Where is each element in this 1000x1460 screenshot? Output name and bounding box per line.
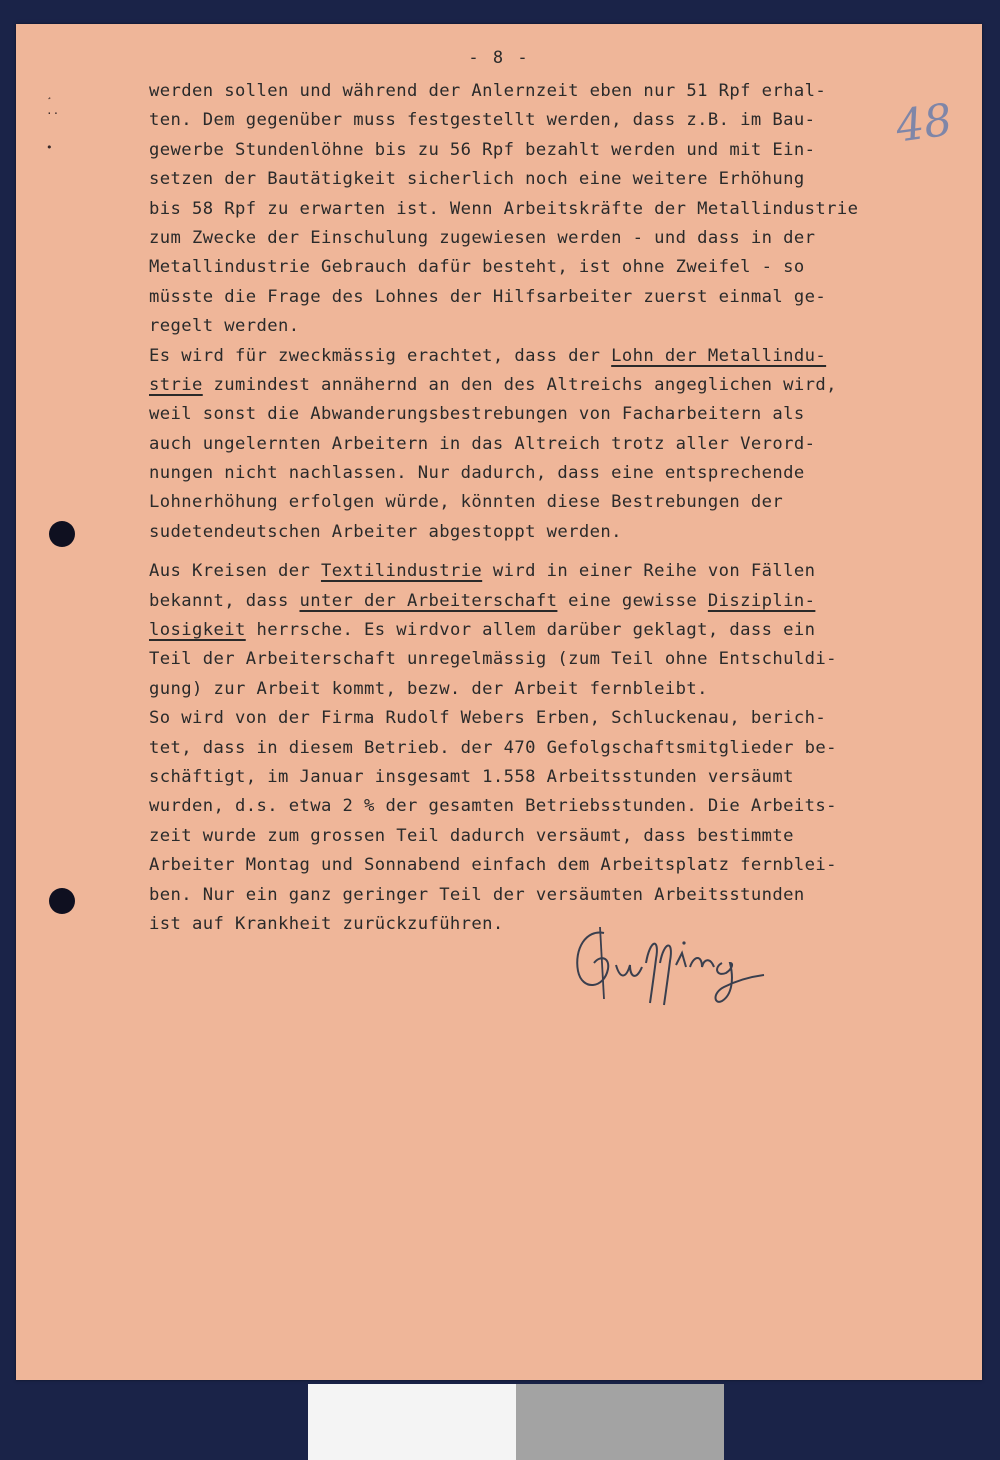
- text-segment: wird in einer Reihe von Fällen: [482, 561, 816, 582]
- text-segment: Aus Kreisen der: [149, 561, 321, 582]
- text-line: [149, 734, 959, 763]
- text-segment: zum Zwecke der Einschulung zugewiesen werden - und dass in der: [149, 227, 816, 248]
- underlined-text: losigkeit: [149, 620, 246, 641]
- page-number: - 8 -: [468, 48, 530, 68]
- text-line: [149, 587, 959, 616]
- text-line: [149, 851, 959, 880]
- text-line: [149, 283, 959, 312]
- underlined-text: Disziplin-: [707, 590, 816, 611]
- text-line: [149, 518, 959, 547]
- text-segment: herrsche. Es wirdvor allem darüber geklagt, dass ein: [245, 620, 816, 641]
- margin-marks: [46, 84, 59, 158]
- text-line: [149, 645, 959, 674]
- text-line: [149, 822, 959, 851]
- text-segment: nungen nicht nachlassen. Nur dadurch, dass eine entsprechende: [149, 463, 805, 484]
- text-segment: Es wird für zweckmässig erachtet, dass der: [149, 345, 612, 366]
- text-segment: wurden, d.s. etwa 2 % der gesamten Betriebsstunden. Die Arbeits-: [149, 796, 837, 817]
- text-line: [149, 165, 959, 194]
- text-line: [149, 77, 959, 106]
- text-line: [149, 224, 959, 253]
- text-segment: weil sonst die Abwanderungsbestrebungen von Facharbeitern als: [149, 404, 805, 425]
- signature: [564, 919, 784, 1009]
- text-line: [149, 136, 959, 165]
- text-line: [149, 704, 959, 733]
- margin-mark: •: [46, 141, 53, 154]
- underlined-text: strie: [149, 374, 203, 395]
- text-line: [149, 459, 959, 488]
- folio-number: 48: [892, 94, 956, 153]
- text-segment: regelt werden.: [149, 316, 300, 337]
- text-segment: gung) zur Arbeit kommt, bezw. der Arbeit fernbleibt.: [149, 678, 708, 699]
- text-line: [149, 763, 959, 792]
- text-line: [149, 792, 959, 821]
- text-line: [149, 557, 959, 586]
- text-line: [149, 400, 959, 429]
- underlined-text: unter der Arbeiterschaft: [299, 590, 558, 611]
- margin-mark: ··: [46, 107, 60, 120]
- text-segment: zeit wurde zum grossen Teil dadurch versäumt, dass bestimmte: [149, 825, 794, 846]
- text-segment: auch ungelernten Arbeitern in das Altreich trotz aller Verord-: [149, 433, 816, 454]
- text-line: [149, 253, 959, 282]
- text-line: [149, 342, 959, 371]
- text-segment: ten. Dem gegenüber muss festgestellt werden, dass z.B. im Bau-: [149, 110, 816, 131]
- document-page: [16, 24, 982, 1380]
- text-segment: ist auf Krankheit zurückzuführen.: [149, 913, 504, 934]
- text-segment: müsste die Frage des Lohnes der Hilfsarbeiter zuerst einmal ge-: [149, 286, 827, 307]
- text-segment: setzen der Bautätigkeit sicherlich noch eine weitere Erhöhung: [149, 169, 805, 190]
- margin-mark: ¸: [46, 87, 53, 100]
- text-segment: zumindest annähernd an den des Altreichs angeglichen wird,: [202, 374, 837, 395]
- text-line: [149, 910, 959, 939]
- text-line: [149, 195, 959, 224]
- text-segment: ben. Nur ein ganz geringer Teil der versäumten Arbeitsstunden: [149, 884, 805, 905]
- text-segment: sudetendeutschen Arbeiter abgestoppt werden.: [149, 521, 622, 542]
- text-line: [149, 106, 959, 135]
- text-segment: Arbeiter Montag und Sonnabend einfach dem Arbeitsplatz fernblei-: [149, 855, 837, 876]
- text-segment: So wird von der Firma Rudolf Webers Erben, Schluckenau, berich-: [149, 708, 827, 729]
- underlined-text: Textilindustrie: [320, 561, 483, 582]
- punch-hole-top: [49, 521, 75, 547]
- paragraph-gap: [149, 547, 959, 557]
- text-segment: schäftigt, im Januar insgesamt 1.558 Arbeitsstunden versäumt: [149, 766, 794, 787]
- text-segment: eine gewisse: [557, 590, 708, 611]
- text-line: [149, 371, 959, 400]
- text-line: [149, 312, 959, 341]
- text-segment: bekannt, dass: [149, 590, 300, 611]
- text-segment: Metallindustrie Gebrauch dafür besteht, ist ohne Zweifel - so: [149, 257, 805, 278]
- text-line: [149, 430, 959, 459]
- text-segment: tet, dass in diesem Betrieb. der 470 Gefolgschaftsmitglieder be-: [149, 737, 837, 758]
- text-segment: gewerbe Stundenlöhne bis zu 56 Rpf bezahlt werden und mit Ein-: [149, 139, 816, 160]
- underlined-text: Lohn der Metallindu-: [611, 345, 827, 366]
- calibration-strip-grey: [516, 1384, 724, 1460]
- text-line: [149, 881, 959, 910]
- text-segment: werden sollen und während der Anlernzeit eben nur 51 Rpf erhal-: [149, 81, 827, 101]
- text-segment: bis 58 Rpf zu erwarten ist. Wenn Arbeitskräfte der Metallindustrie: [149, 198, 859, 219]
- body-text: [149, 77, 959, 939]
- text-segment: Lohnerhöhung erfolgen würde, könnten diese Bestrebungen der: [149, 492, 784, 513]
- punch-hole-bottom: [49, 888, 75, 914]
- text-line: [149, 488, 959, 517]
- text-line: [149, 616, 959, 645]
- calibration-strip-white: [308, 1384, 516, 1460]
- text-segment: Teil der Arbeiterschaft unregelmässig (zum Teil ohne Entschuldi-: [149, 649, 837, 670]
- text-line: [149, 675, 959, 704]
